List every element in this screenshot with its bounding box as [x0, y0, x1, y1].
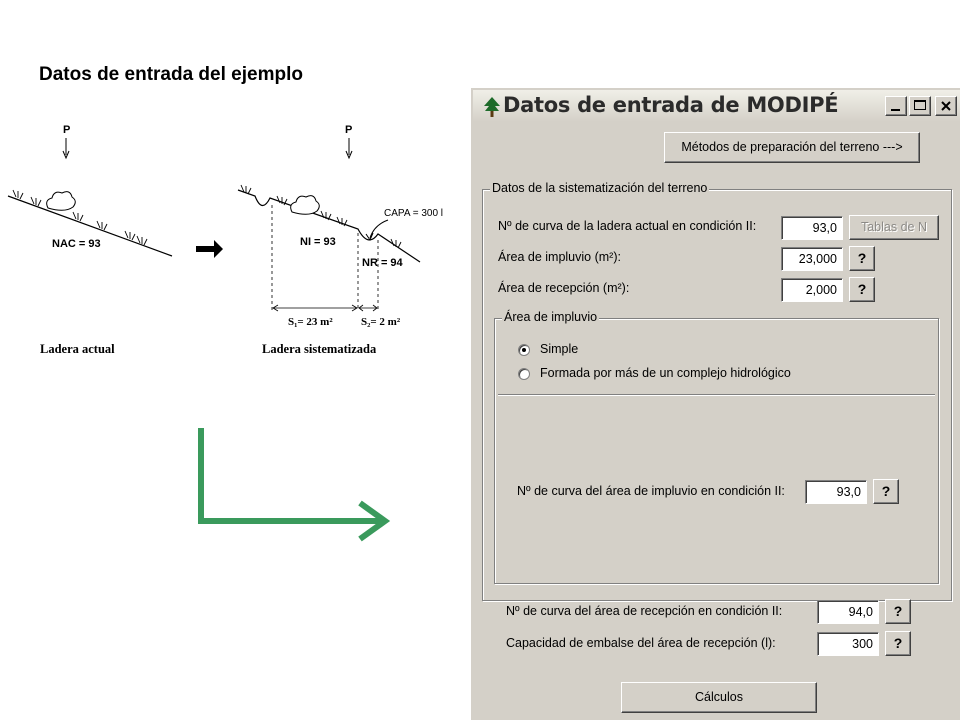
reception-area-label: Área de recepción (m²):: [498, 281, 630, 295]
ni-label: NI = 93: [300, 236, 336, 248]
impluvio-group-legend: Área de impluvio: [504, 310, 598, 324]
impluvio-area-field[interactable]: 23,000: [781, 247, 843, 271]
maximize-button[interactable]: [909, 96, 931, 116]
current-curve-field[interactable]: 93,0: [781, 216, 843, 240]
rain-label-right: P: [345, 124, 353, 136]
impluvio-curve-field[interactable]: 93,0: [805, 480, 867, 504]
slide-title: Datos de entrada del ejemplo: [39, 64, 303, 85]
nr-label: NR = 94: [362, 257, 403, 269]
title-bar[interactable]: [473, 90, 960, 122]
s2-label: S₂= 2 m²: [361, 316, 401, 328]
impluvio-curve-label: Nº de curva del área de impluvio en condición II:: [517, 484, 785, 498]
tree-icon: [480, 95, 504, 119]
close-icon: [940, 100, 952, 112]
radio-complex[interactable]: [518, 368, 530, 380]
maximize-icon: [914, 100, 926, 110]
reception-area-help-button[interactable]: ?: [849, 277, 875, 302]
caption-actual: Ladera actual: [40, 342, 115, 356]
calculations-button[interactable]: Cálculos: [621, 682, 817, 713]
impluvio-area-help-button[interactable]: ?: [849, 246, 875, 271]
reception-curve-label: Nº de curva del área de recepción en condición II:: [506, 604, 783, 618]
radio-simple[interactable]: [518, 344, 530, 356]
capacity-field[interactable]: 300: [817, 632, 879, 656]
radio-simple-label[interactable]: Simple: [540, 342, 579, 356]
minimize-icon: [891, 109, 900, 111]
window-title: Datos de entrada de MODIPÉ: [503, 93, 839, 117]
capacity-label: Capacidad de embalse del área de recepción (l):: [506, 636, 776, 650]
close-button[interactable]: [935, 96, 957, 116]
radio-complex-label[interactable]: Formada por más de un complejo hidrológico: [540, 366, 791, 380]
methods-button[interactable]: Métodos de preparación del terreno --->: [664, 132, 920, 163]
reception-curve-help-button[interactable]: ?: [885, 599, 911, 624]
current-curve-label: Nº de curva de la ladera actual en condición II:: [498, 219, 757, 233]
impluvio-separator: [498, 394, 935, 396]
reception-curve-field[interactable]: 94,0: [817, 600, 879, 624]
modipe-input-window: [469, 86, 960, 720]
impluvio-group: [494, 318, 939, 584]
minimize-button[interactable]: [885, 96, 907, 116]
nac-label: NAC = 93: [52, 238, 101, 250]
caption-systematized: Ladera sistematizada: [262, 342, 377, 356]
reception-area-field[interactable]: 2,000: [781, 278, 843, 302]
capacity-help-button[interactable]: ?: [885, 631, 911, 656]
rain-label-left: P: [63, 124, 71, 136]
tables-n-button[interactable]: Tablas de N: [849, 215, 939, 240]
terrain-group-legend: Datos de la sistematización del terreno: [492, 181, 708, 195]
s1-label: S₁= 23 m²: [288, 316, 333, 328]
impluvio-curve-help-button[interactable]: ?: [873, 479, 899, 504]
capa-label: CAPA = 300 l: [384, 208, 444, 219]
flow-arrow-line: [201, 428, 380, 521]
impluvio-area-label: Área de impluvio (m²):: [498, 250, 621, 264]
radio-selected-dot: [522, 348, 526, 352]
